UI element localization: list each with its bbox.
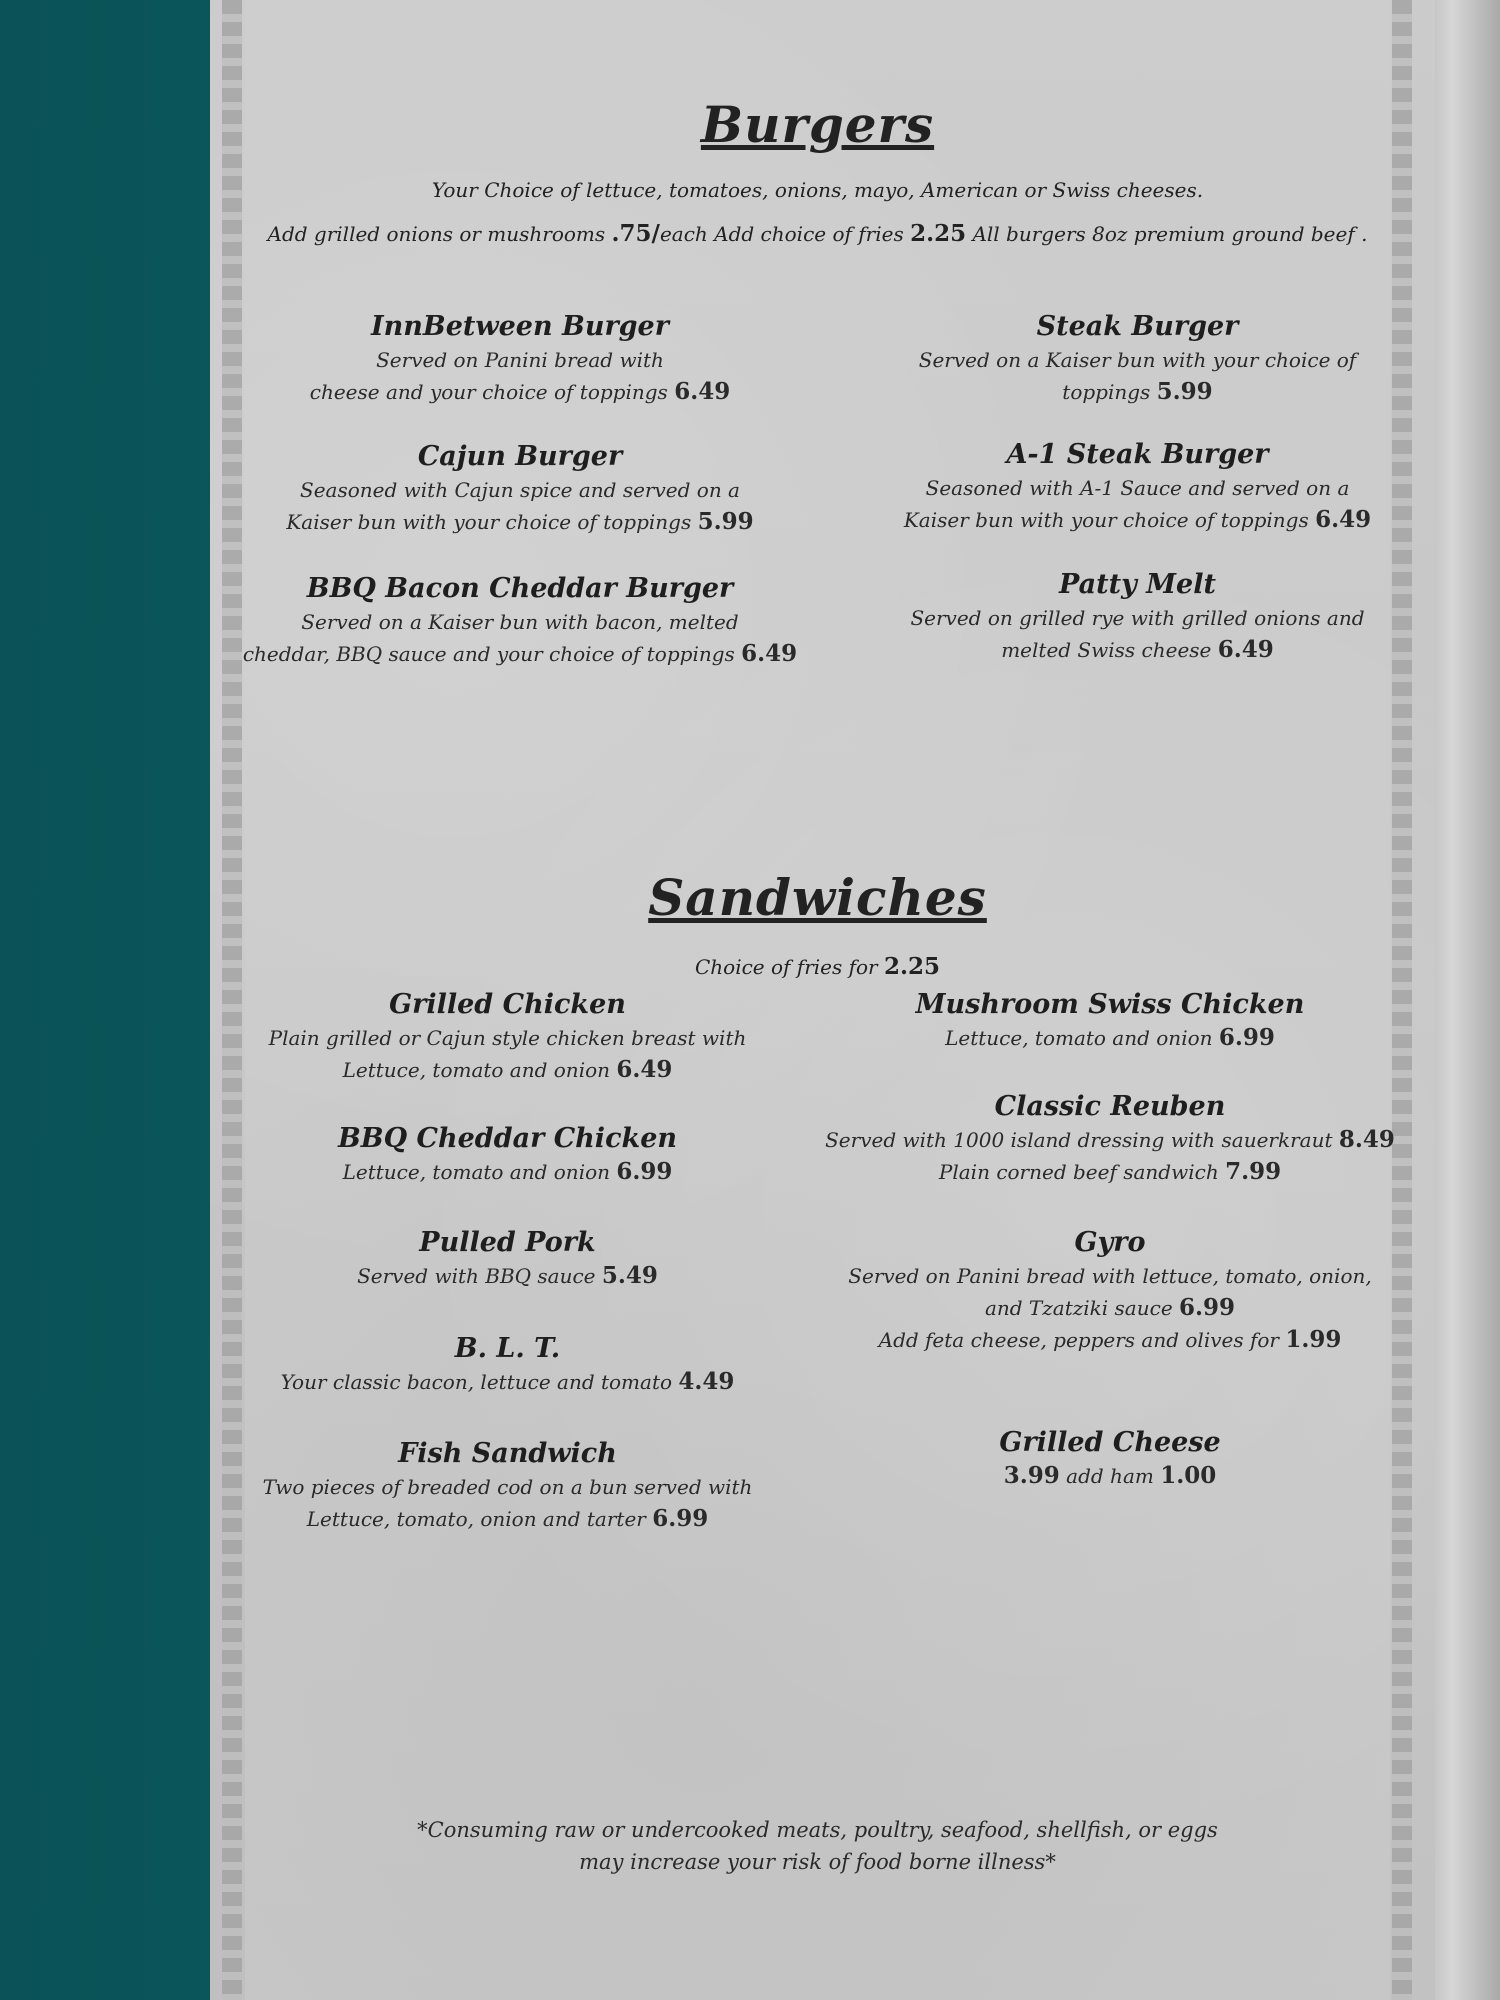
item-price: 6.49 [674,378,731,405]
item-description: Served with BBQ sauce [357,1264,602,1288]
item-price: 3.99 [1003,1462,1060,1489]
menu-item [225,988,790,1086]
menu-item [230,572,810,670]
menu-item [850,438,1425,536]
item-description: Kaiser bun with your choice of toppings [903,508,1316,532]
item-price: 6.49 [741,640,798,667]
item-description [850,376,1425,408]
item-price: 6.49 [616,1056,673,1083]
item-description: Served on a Kaiser bun with bacon, melted [301,610,739,634]
item-description [810,1156,1410,1188]
menu-item [225,1332,790,1398]
menu-item [230,310,810,408]
burgers-intro-line2 [245,220,1390,247]
item-name: InnBetween Burger [371,311,669,342]
menu-item [810,1426,1410,1492]
item-name: BBQ Cheddar Chicken [337,1123,678,1154]
item-name: B. L. T. [454,1333,561,1364]
item-description: Lettuce, tomato and onion [342,1058,617,1082]
item-description: add ham [1059,1464,1161,1488]
item-name: Fish Sandwich [398,1438,617,1469]
item-price: 5.99 [697,508,754,535]
intro-price: 2.25 [910,220,967,247]
item-description [810,1124,1410,1156]
item-description [230,506,810,538]
item-description: Kaiser bun with your choice of toppings [286,510,698,534]
item-description: cheddar, BBQ sauce and your choice of toppings [242,642,742,666]
item-description [225,1260,790,1292]
item-price: 6.99 [1218,1024,1275,1051]
item-description: Served on Panini bread with [376,348,664,372]
item-name: Patty Melt [1059,569,1216,600]
disclaimer-line: *Consuming raw or undercooked meats, poultry, seafood, shellfish, or eggs [417,1818,1218,1842]
item-description [810,1324,1410,1356]
item-description: Served with 1000 island dressing with sauerkraut [825,1128,1339,1152]
item-description: Lettuce, tomato and onion [342,1160,617,1184]
menu-item [230,440,810,538]
item-price: 6.49 [1217,636,1274,663]
item-description: Served on Panini bread with lettuce, tomato, onion, [848,1264,1372,1288]
burgers-title: Burgers [700,95,935,154]
item-description: Two pieces of breaded cod on a bun served with [262,1475,753,1499]
item-price: 6.99 [1179,1294,1236,1321]
item-description [225,1366,790,1398]
sandwiches-intro [245,953,1390,980]
item-description: and Tzatziki sauce [984,1296,1180,1320]
item-description: toppings [1062,380,1157,404]
sandwiches-header [245,868,1390,927]
item-name: A-1 Steak Burger [1006,439,1269,470]
item-description: Served on grilled rye with grilled onions and [910,606,1365,630]
menu-item [850,310,1425,408]
item-name: Mushroom Swiss Chicken [915,989,1305,1020]
item-description [230,638,810,670]
burgers-intro-line1: Your Choice of lettuce, tomatoes, onions, mayo, American or Swiss cheeses. [431,178,1204,202]
item-name: Pulled Pork [419,1227,596,1258]
item-price: 1.99 [1285,1326,1342,1353]
item-price: 5.49 [601,1262,658,1289]
item-description [850,634,1425,666]
menu-item [225,1226,790,1292]
item-description: Plain corned beef sandwich [938,1160,1226,1184]
item-description [230,376,810,408]
item-description: Your classic bacon, lettuce and tomato [280,1370,679,1394]
intro-text: Choice of fries for [694,955,884,979]
item-price: 5.99 [1156,378,1213,405]
item-price: 7.99 [1225,1158,1282,1185]
menu-item [850,568,1425,666]
item-description [225,1156,790,1188]
item-name: Grilled Chicken [389,989,626,1020]
item-description [225,1503,790,1535]
item-name: Classic Reuben [994,1091,1226,1122]
item-price: 1.00 [1160,1462,1217,1489]
menu-item [225,1437,790,1535]
intro-text: All burgers 8oz premium ground beef . [966,222,1368,246]
item-description: Served on a Kaiser bun with your choice of [918,348,1357,372]
item-description: Seasoned with A-1 Sauce and served on a [925,476,1350,500]
item-name: Cajun Burger [417,441,623,472]
menu-item [810,1090,1410,1188]
item-description: melted Swiss cheese [1001,638,1218,662]
menu-item [225,1122,790,1188]
burgers-header [245,95,1390,154]
intro-price: 2.25 [883,953,941,980]
item-name: BBQ Bacon Cheddar Burger [306,573,734,604]
intro-text: Add grilled onions or mushrooms [267,222,612,246]
item-price: 6.99 [616,1158,673,1185]
item-price: 8.49 [1338,1126,1395,1153]
food-safety-disclaimer [245,1814,1390,1878]
item-description: Plain grilled or Cajun style chicken breast with [268,1026,747,1050]
item-price: 4.49 [678,1368,735,1395]
item-name: Steak Burger [1036,311,1239,342]
item-description [810,1022,1410,1054]
intro-price: .75/ [611,220,660,247]
item-description: Lettuce, tomato, onion and tarter [306,1507,653,1531]
item-name: Gyro [1074,1227,1146,1258]
item-price: 6.49 [1315,506,1372,533]
item-name: Grilled Cheese [999,1427,1221,1458]
item-description: Seasoned with Cajun spice and served on a [300,478,740,502]
item-description [225,1054,790,1086]
item-description: Add feta cheese, peppers and olives for [878,1328,1286,1352]
disclaimer-line: may increase your risk of food borne illness* [579,1850,1056,1874]
item-price: 6.99 [652,1505,709,1532]
item-description: Lettuce, tomato and onion [945,1026,1219,1050]
intro-text: each Add choice of fries [659,222,911,246]
menu-item [810,1226,1410,1356]
item-description [810,1292,1410,1324]
item-description: cheese and your choice of toppings [309,380,675,404]
item-description [810,1460,1410,1492]
sandwiches-title: Sandwiches [648,868,987,927]
menu-item [810,988,1410,1054]
item-description [850,504,1425,536]
